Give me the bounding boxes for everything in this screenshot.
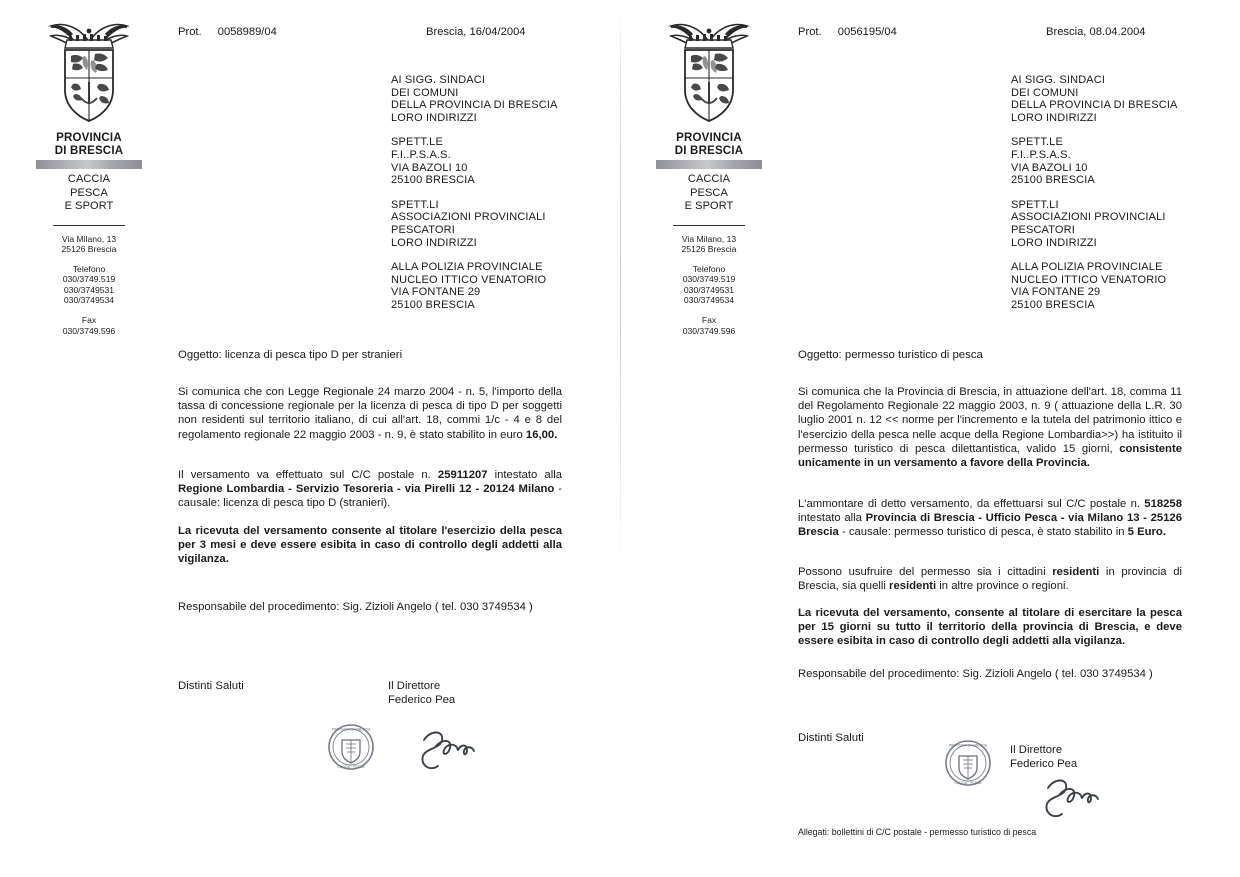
protocol-row-right	[798, 26, 1213, 38]
recipient-block: SPETT.LE F.I..P.S.A.S. VIA BAZOLI 10 25100 BRESCIA	[391, 136, 475, 187]
phone-label: Telefono	[72, 263, 106, 274]
protocol-row-left	[178, 26, 593, 38]
protocol-number: 0058989/04	[217, 26, 277, 38]
dept-line-caccia: CACCIA	[687, 173, 731, 185]
coat-of-arms-icon	[657, 16, 761, 126]
dept-line-sport: E SPORT	[684, 200, 734, 212]
greeting-left: Distinti Saluti	[178, 680, 244, 692]
letterhead-gray-band	[36, 160, 142, 169]
phone-label: Telefono	[692, 263, 726, 274]
letterhead-fax	[650, 315, 768, 336]
recipient-block: SPETT.LI ASSOCIAZIONI PROVINCIALI PESCATORI LORO INDIRIZZI	[391, 198, 546, 249]
director-name: Federico Pea	[1010, 757, 1078, 770]
address-street: Via Milano, 13	[681, 233, 737, 244]
paragraph-3-left: La ricevuta del versamento consente al titolare l'esercizio della pesca per 3 mesi e deve essere esibita in caso di controllo degli addetti alla vigilanza.	[178, 525, 562, 566]
phone-1: 030/3749.519	[682, 274, 736, 285]
dept-line-sport: E SPORT	[64, 200, 114, 212]
fax-number: 030/3749.596	[682, 325, 736, 336]
phone-2: 030/3749531	[63, 284, 115, 295]
recipient-block: SPETT.LI ASSOCIAZIONI PROVINCIALI PESCATORI LORO INDIRIZZI	[1011, 198, 1166, 249]
handwritten-signature-icon	[1038, 774, 1106, 826]
letter-page-right	[620, 0, 1240, 877]
director-signature-block-right	[1010, 744, 1077, 771]
recipient-block: ALLA POLIZIA PROVINCIALE NUCLEO ITTICO VENATORIO VIA FONTANE 29 25100 BRESCIA	[391, 261, 547, 311]
dept-line-pesca: PESCA	[690, 186, 728, 199]
letterhead-address	[30, 234, 148, 255]
recipient-list-right	[1011, 74, 1240, 312]
phone-3: 030/3749534	[63, 295, 115, 306]
paragraph-3-right: Possono usufruire del permesso sia i cittadini residenti in provincia di Brescia, sia quelli residenti in altre province o regioni.	[798, 566, 1182, 593]
coat-of-arms-icon	[37, 16, 141, 126]
paragraph-2-left: Il versamento va effettuato sul C/C postale n. 25911207 intestato alla Regione Lombardia - Servizio Tesoreria - via Pirelli 12 - 20124 Milano - causale: licenza di pesca tipo D (stranieri).	[178, 469, 562, 510]
fax-number: 030/3749.596	[62, 325, 116, 336]
protocol-label: Prot.	[178, 26, 202, 38]
place-and-date: Brescia, 08.04.2004	[1046, 26, 1146, 38]
official-round-seal-icon	[943, 738, 993, 788]
director-name: Federico Pea	[388, 693, 456, 706]
letterhead-title-line2: DI BRESCIA	[54, 144, 124, 157]
handwritten-signature-icon	[414, 726, 482, 778]
letterhead-left	[30, 16, 148, 336]
letterhead-address	[650, 234, 768, 255]
letterhead-department	[30, 173, 148, 214]
letterhead-title	[650, 132, 768, 157]
phone-2: 030/3749531	[683, 284, 735, 295]
letterhead-title-line1: PROVINCIA	[56, 132, 122, 144]
dept-line-caccia: CACCIA	[67, 173, 111, 185]
paragraph-4-right: La ricevuta del versamento, consente al titolare di esercitare la pesca per 15 giorni su tutto il territorio della provincia di Brescia, e deve essere esibita in caso di controllo degli addetti alla vigilanza.	[798, 607, 1182, 648]
letterhead-phones	[30, 264, 148, 306]
director-signature-block-left	[388, 680, 455, 707]
svg-text:PROVINCIA DI BRESCIA: PROVINCIA DI BRESCIA	[948, 743, 988, 748]
recipient-list-left	[391, 74, 631, 312]
letter-right-body	[798, 0, 1213, 877]
letterhead-department	[650, 173, 768, 214]
address-city: 25126 Brescia	[61, 244, 117, 255]
letterhead-divider	[53, 225, 125, 226]
director-title: Il Direttore	[1010, 744, 1063, 756]
letterhead-title-line1: PROVINCIA	[676, 132, 742, 144]
letterhead-title-line2: DI BRESCIA	[674, 144, 744, 157]
protocol-label: Prot.	[798, 26, 822, 38]
fax-label: Fax	[701, 315, 717, 326]
letterhead-title	[30, 132, 148, 157]
dept-line-pesca: PESCA	[70, 186, 108, 199]
letterhead-right	[650, 16, 768, 336]
fax-label: Fax	[81, 315, 97, 326]
address-city: 25126 Brescia	[681, 244, 737, 255]
paragraph-1-left: Si comunica che con Legge Regionale 24 marzo 2004 - n. 5, l'importo della tassa di concessione regionale per la licenza di pesca di tipo D per soggetti non residenti sul territorio italiano, di cui all'art. 18, commi 1/c - 4 e 8 del regolamento regionale 22 maggio 2003 - n. 9, è stato stabilito in euro 16,00.	[178, 386, 562, 441]
svg-text:CACCIA · PESCA: CACCIA · PESCA	[954, 781, 982, 785]
recipient-block: ALLA POLIZIA PROVINCIALE NUCLEO ITTICO VENATORIO VIA FONTANE 29 25100 BRESCIA	[1011, 261, 1167, 311]
recipient-block: AI SIGG. SINDACI DEI COMUNI DELLA PROVINCIA DI BRESCIA LORO INDIRIZZI	[391, 74, 558, 124]
paragraph-2-right: L'ammontare di detto versamento, da effettuarsi sul C/C postale n. 518258 intestato alla Provincia di Brescia - Ufficio Pesca - via Milano 13 - 25126 Brescia - causale: permesso turistico di pesca, è stato stabilito in 5 Euro.	[798, 498, 1182, 539]
letterhead-divider	[673, 225, 745, 226]
recipient-block: SPETT.LE F.I..P.S.A.S. VIA BAZOLI 10 25100 BRESCIA	[1011, 136, 1095, 187]
svg-text:CACCIA · PESCA: CACCIA · PESCA	[337, 765, 365, 769]
director-title: Il Direttore	[388, 680, 441, 692]
letter-left-body	[178, 0, 593, 877]
responsible-line-right: Responsabile del procedimento: Sig. Zizioli Angelo ( tel. 030 3749534 )	[798, 668, 1153, 680]
place-and-date: Brescia, 16/04/2004	[426, 26, 526, 38]
letterhead-phones	[650, 264, 768, 306]
attachments-line-right: Allegati: bollettini di C/C postale - permesso turistico di pesca	[798, 827, 1037, 837]
official-round-seal-icon	[326, 722, 376, 772]
responsible-line-left: Responsabile del procedimento: Sig. Zizioli Angelo ( tel. 030 3749534 )	[178, 601, 533, 613]
phone-1: 030/3749.519	[62, 274, 116, 285]
paragraph-1-right: Si comunica che la Provincia di Brescia, in attuazione dell'art. 18, comma 11 del Regolamento Regionale 22 maggio 2003, n. 9 ( attuazione della L.R. 30 luglio 2001 n. 12 << norme per l'incremento e la tutela del patrimonio ittico e l'esercizio della pesca nelle acque della Regione Lombardia>>) ha istituito il permesso turistico di pesca dilettantistica, valido 15 giorni, consistente unicamente in un versamento a favore della Provincia.	[798, 386, 1182, 470]
address-street: Via Milano, 13	[61, 233, 117, 244]
svg-text:PROVINCIA DI BRESCIA: PROVINCIA DI BRESCIA	[331, 727, 371, 732]
phone-3: 030/3749534	[683, 295, 735, 306]
letterhead-fax	[30, 315, 148, 336]
subject-line-right: Oggetto: permesso turistico di pesca	[798, 349, 983, 361]
subject-line-left: Oggetto: licenza di pesca tipo D per stranieri	[178, 349, 403, 361]
letterhead-gray-band	[656, 160, 762, 169]
greeting-right: Distinti Saluti	[798, 732, 864, 744]
protocol-number: 0056195/04	[837, 26, 897, 38]
recipient-block: AI SIGG. SINDACI DEI COMUNI DELLA PROVINCIA DI BRESCIA LORO INDIRIZZI	[1011, 74, 1178, 124]
